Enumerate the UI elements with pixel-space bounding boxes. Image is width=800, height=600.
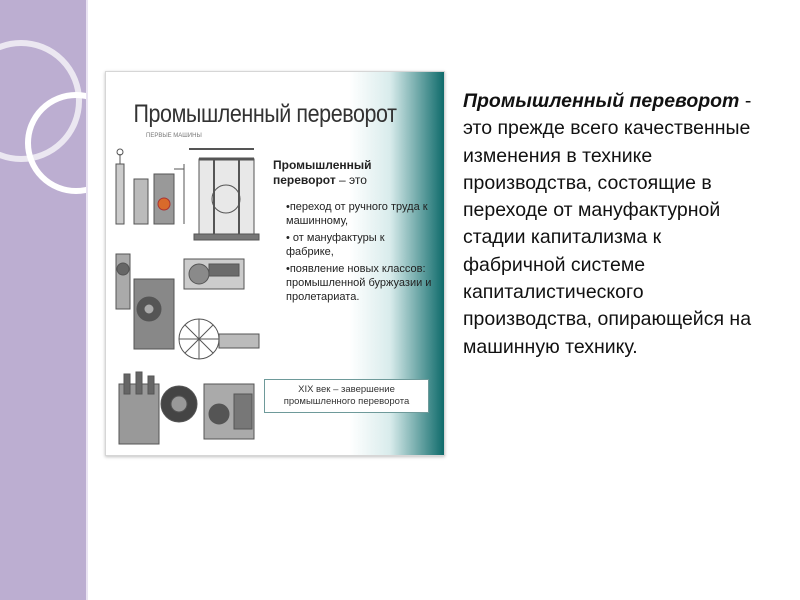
list-item: • от мануфактуры к фабрике, [286, 232, 385, 258]
thumbnail-subtitle: ПЕРВЫЕ МАШИНЫ [146, 133, 202, 139]
slide-thumbnail-image [105, 71, 445, 456]
list-item: •появление новых классов: промышленной буржуазии и пролетариата. [286, 263, 432, 303]
list-item: •переход от ручного труда к машинному, [286, 201, 428, 227]
thumbnail-bullet-list [286, 200, 434, 307]
thumbnail-definition-rest: – это [335, 173, 367, 187]
definition-term: Промышленный переворот [463, 90, 740, 112]
decorative-side-stripe [0, 0, 88, 600]
thumbnail-note-box: XIX век – завершение промышленного переворота [264, 379, 429, 413]
definition-body: - это прежде всего качественные изменения в технике производства, состоящие в переходе от мануфактурной стадии капитализма к фабричной системе капиталистического производства, опирающейся на машинную технику. [463, 90, 752, 358]
machine-engravings-illustration [114, 144, 264, 454]
thumbnail-definition-term: Промышленный переворот [273, 158, 372, 187]
divider [86, 0, 88, 600]
thumbnail-definition [273, 158, 423, 188]
thumbnail-title: Промышленный переворот [133, 100, 397, 128]
main-definition-text [463, 88, 763, 361]
